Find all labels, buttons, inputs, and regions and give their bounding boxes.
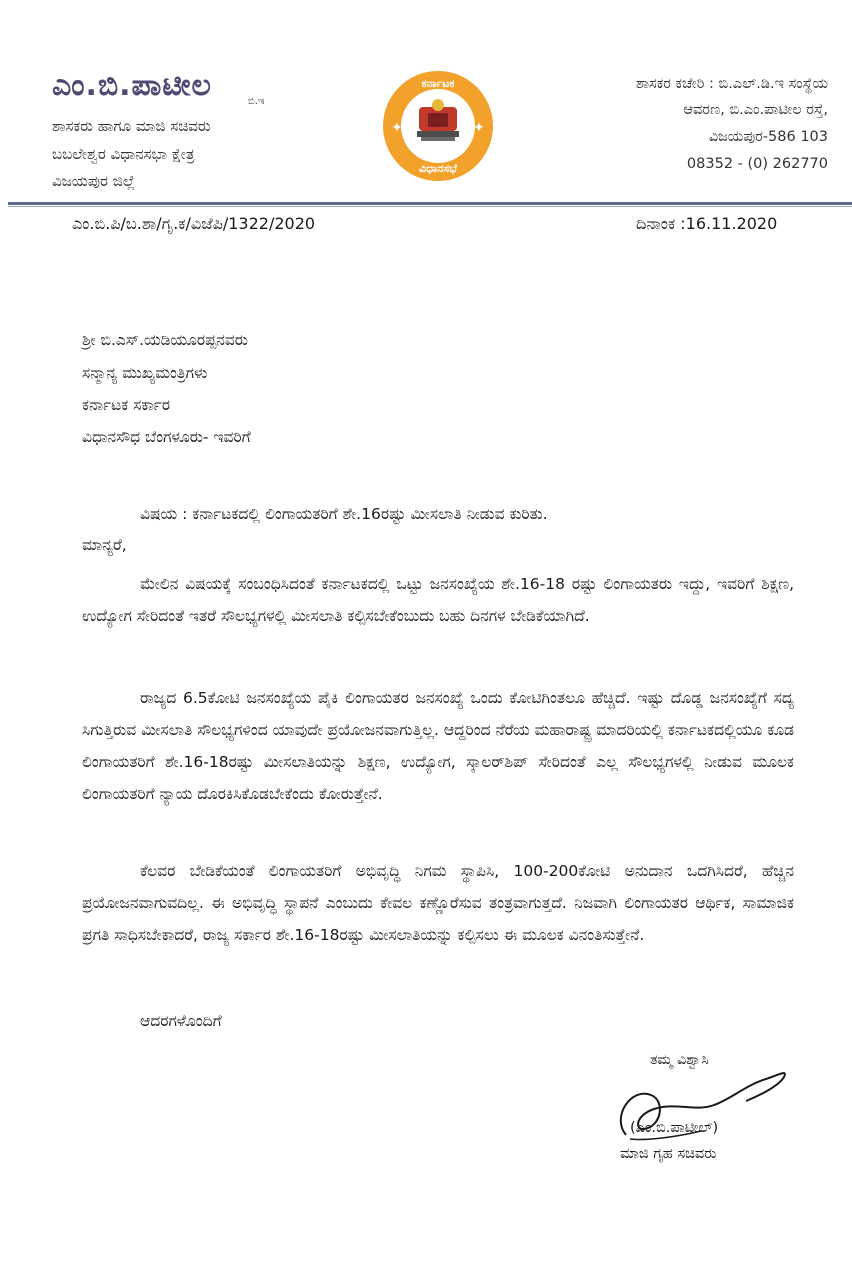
signatory-name: (ಎಂ.ಬಿ.ಪಾಟೀಲ್): [630, 1120, 719, 1136]
letterhead-divider: [8, 202, 852, 205]
logo-bottom-text: ವಿಧಾನಸಭೆ: [419, 162, 457, 175]
reference-number: ಎಂ.ಬಿ.ಪಿ/ಬ.ಶಾ/ಗೃ.ಕ/ವಿಜೆಪಿ/1322/2020: [72, 214, 316, 233]
letterhead-divider-thin: [8, 206, 852, 207]
letter-date: ದಿನಾಂಕ :16.11.2020: [636, 214, 778, 233]
letterhead-name-suffix: ಬಿ.ಇ: [248, 96, 265, 107]
closing-line: ಆದರಗಳೊಂದಿಗೆ: [140, 1012, 222, 1030]
karnataka-vidhanasabha-emblem-logo: [381, 69, 495, 183]
body-paragraph: ಮೇಲಿನ ವಿಷಯಕ್ಕೆ ಸಂಬಂಧಿಸಿದಂತೆ ಕರ್ನಾಟಕದಲ್ಲಿ ಒಟ್ಟು ಜನಸಂಖ್ಯೆಯ ಶೇ.16-18 ರಷ್ಟು ಲಿಂಗಾಯತರು ಇದ್ದು, ಇವರಿಗೆ ಶಿಕ್ಷಣ, ಉದ್ಯೋಗ ಸೇರಿದಂತೆ ಇತರೆ ಸೌಲಭ್ಯಗಳಲ್ಲಿ ಮೀಸಲಾತಿ ಕಲ್ಪಿಸಬೇಕೆಂಬುದು ಬಹು ದಿನಗಳ ಬೇಡಿಕೆಯಾಗಿದೆ.: [82, 575, 794, 625]
letterhead-left-line: ವಿಜಯಪುರ ಜಿಲ್ಲೆ: [52, 172, 135, 190]
letterhead-name: ಎಂ.ಬಿ.ಪಾಟೀಲ: [52, 68, 212, 103]
letterhead-left-line: ಶಾಸಕರು ಹಾಗೂ ಮಾಜಿ ಸಚಿವರು: [52, 117, 211, 135]
signoff-yours: ತಮ್ಮ ವಿಶ್ವಾಸಿ: [650, 1052, 709, 1068]
logo-top-text: ಕರ್ನಾಟಕ: [421, 77, 455, 90]
salutation: ಮಾನ್ಯರೆ,: [82, 536, 127, 554]
letterhead-right-line: ವಿಜಯಪುರ-586 103: [708, 129, 828, 145]
body-paragraph: ರಾಜ್ಯದ 6.5ಕೋಟಿ ಜನಸಂಖ್ಯೆಯ ಪೈಕಿ ಲಿಂಗಾಯತರ ಜನಸಂಖ್ಯೆ ಒಂದು ಕೋಟಿಗಿಂತಲೂ ಹೆಚ್ಚಿದೆ. ಇಷ್ಟು ದೊಡ್ಡ ಜನಸಂಖ್ಯೆಗೆ ಸದ್ಯ ಸಿಗುತ್ತಿರುವ ಮೀಸಲಾತಿ ಸೌಲಭ್ಯಗಳಿಂದ ಯಾವುದೇ ಪ್ರಯೋಜನವಾಗುತ್ತಿಲ್ಲ. ಆದ್ದರಿಂದ ನೆರೆಯ ಮಹಾರಾಷ್ಟ್ರ ಮಾದರಿಯಲ್ಲಿ ಕರ್ನಾಟಕದಲ್ಲಿಯೂ ಕೂಡ ಲಿಂಗಾಯತರಿಗೆ ಶೇ.16-18ರಷ್ಟು ಮೀಸಲಾತಿಯನ್ನು ಶಿಕ್ಷಣ, ಉದ್ಯೋಗ, ಸ್ಕಾಲರ್‌ಶಿಪ್ ಸೇರಿದಂತೆ ಎಲ್ಲ ಸೌಲಭ್ಯಗಳಲ್ಲಿ ನೀಡುವ ಮೂಲಕ ಲಿಂಗಾಯತರಿಗೆ ನ್ಯಾಯ ದೊರಕಿಸಿಕೊಡಬೇಕೆಂದು ಕೋರುತ್ತೇನೆ.: [82, 689, 794, 803]
address-line: ಶ್ರೀ ಬಿ.ಎಸ್.ಯಡಿಯೂರಪ್ಪನವರು: [82, 331, 248, 349]
signatory-designation: ಮಾಜಿ ಗೃಹ ಸಚಿವರು: [620, 1146, 717, 1162]
letterhead-left-line: ಬಬಲೇಶ್ವರ ವಿಧಾನಸಭಾ ಕ್ಷೇತ್ರ: [52, 145, 195, 163]
letterhead-right-line: ಶಾಸಕರ ಕಚೇರಿ : ಬಿ.ಎಲ್.ಡಿ.ಇ ಸಂಸ್ಥೆಯ: [635, 76, 828, 92]
address-line: ವಿಧಾನಸೌಧ ಬೆಂಗಳೂರು- ಇವರಿಗೆ: [82, 428, 251, 446]
address-line: ಸನ್ಮಾನ್ಯ ಮುಖ್ಯಮಂತ್ರಿಗಳು: [82, 364, 208, 382]
body-paragraph: ಕೆಲವರ ಬೇಡಿಕೆಯಂತೆ ಲಿಂಗಾಯತರಿಗೆ ಅಭಿವೃದ್ಧಿ ನಿಗಮ ಸ್ಥಾಪಿಸಿ, 100-200ಕೋಟಿ ಅನುದಾನ ಒದಗಿಸಿದರೆ, ಹೆಚ್ಚಿನ ಪ್ರಯೋಜನವಾಗುವದಿಲ್ಲ. ಈ ಅಭಿವೃದ್ಧಿ ಸ್ಥಾಪನೆ ಎಂಬುದು ಕೇವಲ ಕಣ್ಣೊರೆಸುವ ತಂತ್ರವಾಗುತ್ತದೆ. ನಿಜವಾಗಿ ಲಿಂಗಾಯತರ ಆರ್ಥಿಕ, ಸಾಮಾಜಿಕ ಪ್ರಗತಿ ಸಾಧಿಸಬೇಕಾದರೆ, ರಾಜ್ಯ ಸರ್ಕಾರ ಶೇ.16-18ರಷ್ಟು ಮೀಸಲಾತಿಯನ್ನು ಕಲ್ಪಿಸಲು ಈ ಮೂಲಕ ವಿನಂತಿಸುತ್ತೇನೆ.: [82, 862, 794, 944]
svg-text:✦: ✦: [391, 120, 403, 136]
address-line: ಕರ್ನಾಟಕ ಸರ್ಕಾರ: [82, 396, 171, 414]
letterhead-right-line: 08352 - (0) 262770: [686, 156, 828, 172]
letter-subject: ವಿಷಯ : ಕರ್ನಾಟಕದಲ್ಲಿ ಲಿಂಗಾಯತರಿಗೆ ಶೇ.16ರಷ್ಟು ಮೀಸಲಾತಿ ನೀಡುವ ಕುರಿತು.: [140, 505, 548, 523]
svg-text:✦: ✦: [473, 120, 485, 136]
letterhead-right-line: ಆವರಣ, ಬಿ.ಎಂ.ಪಾಟೀಲ ರಸ್ತೆ,: [683, 102, 828, 118]
